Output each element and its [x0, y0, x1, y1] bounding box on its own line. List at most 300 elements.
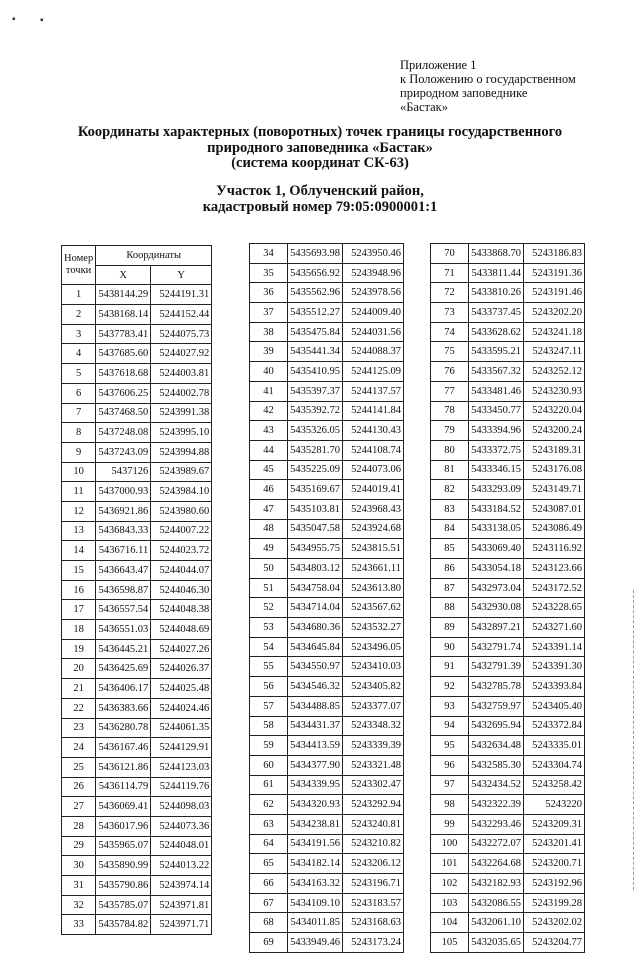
point-number: 58 [250, 716, 288, 736]
coord-y: 5243202.20 [524, 303, 585, 323]
appendix-note [400, 58, 576, 114]
point-number: 15 [62, 561, 96, 581]
coord-y: 5244044.07 [151, 561, 212, 581]
coord-y: 5243980.60 [151, 501, 212, 521]
coord-y: 5243209.31 [524, 814, 585, 834]
coord-y: 5243241.18 [524, 322, 585, 342]
coord-y: 5243186.83 [524, 244, 585, 264]
coord-x: 5435103.81 [288, 499, 343, 519]
point-number: 88 [431, 598, 469, 618]
point-number: 73 [431, 303, 469, 323]
table-row [431, 381, 585, 401]
coord-x: 5436121.86 [96, 757, 151, 777]
table-row [250, 460, 404, 480]
table-row [250, 401, 404, 421]
coord-y: 5244048.69 [151, 620, 212, 640]
point-number: 36 [250, 283, 288, 303]
coord-y: 5243176.08 [524, 460, 585, 480]
point-number: 92 [431, 677, 469, 697]
coord-x: 5438144.29 [96, 285, 151, 305]
coord-y: 5243201.41 [524, 834, 585, 854]
coord-x: 5435656.92 [288, 263, 343, 283]
coord-y: 5243172.52 [524, 578, 585, 598]
coord-x: 5433949.46 [288, 933, 343, 953]
coord-x: 5435441.34 [288, 342, 343, 362]
coord-y: 5243991.38 [151, 403, 212, 423]
coord-x: 5433810.26 [469, 283, 524, 303]
point-number: 11 [62, 482, 96, 502]
point-number: 69 [250, 933, 288, 953]
coord-x: 5435693.98 [288, 244, 343, 264]
coord-y: 5243339.39 [343, 736, 404, 756]
table-row [431, 303, 585, 323]
table-row [431, 559, 585, 579]
point-number: 99 [431, 814, 469, 834]
table-row [250, 244, 404, 264]
coord-x: 5432634.48 [469, 736, 524, 756]
coord-x: 5436843.33 [96, 521, 151, 541]
point-number: 7 [62, 403, 96, 423]
point-number: 47 [250, 499, 288, 519]
coord-y: 5243210.82 [343, 834, 404, 854]
coord-y: 5244108.74 [343, 440, 404, 460]
table-row [431, 775, 585, 795]
point-number: 31 [62, 876, 96, 896]
coord-y: 5243994.88 [151, 442, 212, 462]
point-number: 61 [250, 775, 288, 795]
coord-x: 5434714.04 [288, 598, 343, 618]
coord-y: 5243567.62 [343, 598, 404, 618]
point-number: 14 [62, 541, 96, 561]
point-number: 12 [62, 501, 96, 521]
coord-y: 5243532.27 [343, 618, 404, 638]
point-number: 93 [431, 696, 469, 716]
table-row [62, 620, 212, 640]
point-number: 18 [62, 620, 96, 640]
table-row [431, 933, 585, 953]
table-row [250, 795, 404, 815]
point-number: 26 [62, 777, 96, 797]
coord-y: 5244027.92 [151, 344, 212, 364]
table-row [62, 836, 212, 856]
coord-y: 5243661.11 [343, 559, 404, 579]
table-row [431, 716, 585, 736]
coord-y: 5243391.14 [524, 637, 585, 657]
coord-x: 5434680.36 [288, 618, 343, 638]
coord-y: 5244075.73 [151, 324, 212, 344]
coord-y: 5243377.07 [343, 696, 404, 716]
appendix-line-1: Приложение 1 [400, 58, 477, 72]
table-row [431, 421, 585, 441]
table-row [62, 482, 212, 502]
coord-x: 5435392.72 [288, 401, 343, 421]
coord-x: 5433868.70 [469, 244, 524, 264]
header-x: X [96, 265, 151, 285]
coord-x: 5436425.69 [96, 659, 151, 679]
table-row [250, 696, 404, 716]
table-row [250, 618, 404, 638]
coord-y: 5243989.67 [151, 462, 212, 482]
coord-x: 5435790.86 [96, 876, 151, 896]
point-number: 103 [431, 893, 469, 913]
point-number: 10 [62, 462, 96, 482]
point-number: 70 [431, 244, 469, 264]
coordinates-table-1 [61, 245, 212, 935]
coord-x: 5435397.37 [288, 381, 343, 401]
coord-x: 5437243.09 [96, 442, 151, 462]
coord-x: 5435784.82 [96, 915, 151, 935]
table-row [250, 657, 404, 677]
coord-y: 5244023.72 [151, 541, 212, 561]
table-row [431, 696, 585, 716]
point-number: 85 [431, 539, 469, 559]
coord-y: 5243304.74 [524, 755, 585, 775]
table-row [62, 777, 212, 797]
point-number: 64 [250, 834, 288, 854]
coord-y: 5244048.38 [151, 600, 212, 620]
point-number: 21 [62, 679, 96, 699]
coord-y: 5243258.42 [524, 775, 585, 795]
table-row [250, 519, 404, 539]
coord-x: 5433293.09 [469, 480, 524, 500]
coord-x: 5437000.93 [96, 482, 151, 502]
coord-y: 5243302.47 [343, 775, 404, 795]
point-number: 67 [250, 893, 288, 913]
coord-x: 5434758.04 [288, 578, 343, 598]
point-number: 77 [431, 381, 469, 401]
coord-y: 5243815.51 [343, 539, 404, 559]
coord-x: 5436280.78 [96, 718, 151, 738]
point-number: 100 [431, 834, 469, 854]
coord-x: 5434339.95 [288, 775, 343, 795]
scan-mark-left: ▪ [12, 14, 16, 25]
point-number: 74 [431, 322, 469, 342]
coord-x: 5434413.59 [288, 736, 343, 756]
coord-y: 5244073.06 [343, 460, 404, 480]
coord-y: 5243199.28 [524, 893, 585, 913]
section-subtitle [0, 184, 640, 215]
table-row [62, 403, 212, 423]
coord-y: 5243971.71 [151, 915, 212, 935]
table-row [431, 637, 585, 657]
coord-x: 5435785.07 [96, 895, 151, 915]
coord-x: 5434488.85 [288, 696, 343, 716]
coord-y: 5244007.22 [151, 521, 212, 541]
table-row [62, 718, 212, 738]
coord-x: 5435169.67 [288, 480, 343, 500]
coord-y: 5244129.91 [151, 738, 212, 758]
coord-y: 5244013.22 [151, 856, 212, 876]
point-number: 89 [431, 618, 469, 638]
point-number: 56 [250, 677, 288, 697]
coord-x: 5432791.74 [469, 637, 524, 657]
coord-y: 5244024.46 [151, 698, 212, 718]
table-row [62, 659, 212, 679]
coord-x: 5437468.50 [96, 403, 151, 423]
point-number: 95 [431, 736, 469, 756]
coord-y: 5243200.24 [524, 421, 585, 441]
coord-y: 5244137.57 [343, 381, 404, 401]
coord-x: 5433184.52 [469, 499, 524, 519]
coord-x: 5433372.75 [469, 440, 524, 460]
point-number: 49 [250, 539, 288, 559]
table-row [250, 322, 404, 342]
coord-y: 5244002.78 [151, 383, 212, 403]
table-row [250, 814, 404, 834]
table-row [250, 381, 404, 401]
table-row [62, 324, 212, 344]
table-row [431, 755, 585, 775]
point-number: 32 [62, 895, 96, 915]
point-number: 39 [250, 342, 288, 362]
table-row [431, 598, 585, 618]
point-number: 50 [250, 559, 288, 579]
coord-x: 5436921.86 [96, 501, 151, 521]
coord-x: 5432322.39 [469, 795, 524, 815]
coord-x: 5432434.52 [469, 775, 524, 795]
table-row [250, 263, 404, 283]
coord-y: 5243204.77 [524, 933, 585, 953]
coord-y: 5244046.30 [151, 580, 212, 600]
coord-x: 5432272.07 [469, 834, 524, 854]
coord-y: 5244031.56 [343, 322, 404, 342]
point-number: 37 [250, 303, 288, 323]
coord-x: 5432759.97 [469, 696, 524, 716]
header-y: Y [151, 265, 212, 285]
point-number: 57 [250, 696, 288, 716]
coord-y: 5243950.46 [343, 244, 404, 264]
table-row [431, 795, 585, 815]
table-row [431, 814, 585, 834]
point-number: 105 [431, 933, 469, 953]
coord-y: 5243405.40 [524, 696, 585, 716]
coord-y: 5244119.76 [151, 777, 212, 797]
title-line-1: Координаты характерных (поворотных) точек границы государственного [77, 124, 563, 140]
point-number: 17 [62, 600, 96, 620]
point-number: 23 [62, 718, 96, 738]
coord-y: 5244061.35 [151, 718, 212, 738]
scan-edge-line [633, 590, 635, 890]
title-line-2: природного заповедника «Бастак» [207, 139, 433, 156]
table-row [431, 854, 585, 874]
coord-x: 5437618.68 [96, 364, 151, 384]
coord-x: 5435410.95 [288, 362, 343, 382]
coord-x: 5432897.21 [469, 618, 524, 638]
coord-x: 5434011.85 [288, 913, 343, 933]
coord-x: 5432930.08 [469, 598, 524, 618]
point-number: 4 [62, 344, 96, 364]
table-row [62, 442, 212, 462]
table-row [431, 539, 585, 559]
coord-x: 5432061.10 [469, 913, 524, 933]
coord-x: 5432695.94 [469, 716, 524, 736]
table-row [431, 657, 585, 677]
table-row [62, 383, 212, 403]
point-number: 65 [250, 854, 288, 874]
coord-y: 5243613.80 [343, 578, 404, 598]
coord-y: 5243410.03 [343, 657, 404, 677]
point-number: 28 [62, 816, 96, 836]
table-row [431, 578, 585, 598]
coord-x: 5436383.66 [96, 698, 151, 718]
coord-x: 5435512.27 [288, 303, 343, 323]
table-row [250, 578, 404, 598]
point-number: 27 [62, 797, 96, 817]
coord-x: 5434377.90 [288, 755, 343, 775]
point-number: 101 [431, 854, 469, 874]
table-row [62, 521, 212, 541]
coord-x: 5436716.11 [96, 541, 151, 561]
point-number: 40 [250, 362, 288, 382]
coord-y: 5244073.36 [151, 816, 212, 836]
coord-y: 5244098.03 [151, 797, 212, 817]
coord-y: 5243240.81 [343, 814, 404, 834]
coord-x: 5434191.56 [288, 834, 343, 854]
table-row [62, 305, 212, 325]
table-row [62, 797, 212, 817]
subtitle-line-1: Участок 1, Облученский район, [216, 183, 424, 199]
coord-x: 5437606.25 [96, 383, 151, 403]
coord-x: 5436643.47 [96, 561, 151, 581]
point-number: 51 [250, 578, 288, 598]
table-row [62, 757, 212, 777]
coord-x: 5434550.97 [288, 657, 343, 677]
coord-x: 5436069.41 [96, 797, 151, 817]
coordinates-table-2 [249, 243, 404, 953]
point-number: 63 [250, 814, 288, 834]
coord-x: 5436598.87 [96, 580, 151, 600]
table-row [250, 913, 404, 933]
point-number: 76 [431, 362, 469, 382]
table-row [62, 895, 212, 915]
coord-y: 5243252.12 [524, 362, 585, 382]
point-number: 55 [250, 657, 288, 677]
coord-x: 5435562.96 [288, 283, 343, 303]
point-number: 59 [250, 736, 288, 756]
coord-x: 5434163.32 [288, 874, 343, 894]
table-row [250, 755, 404, 775]
coord-y: 5243191.46 [524, 283, 585, 303]
coord-y: 5244141.84 [343, 401, 404, 421]
table-3-body [431, 244, 585, 953]
point-number: 25 [62, 757, 96, 777]
table-row [431, 874, 585, 894]
point-number: 16 [62, 580, 96, 600]
point-number: 5 [62, 364, 96, 384]
table-row [431, 499, 585, 519]
point-number: 86 [431, 559, 469, 579]
coord-x: 5434320.93 [288, 795, 343, 815]
point-number: 75 [431, 342, 469, 362]
table-row [62, 856, 212, 876]
coord-y: 5244048.01 [151, 836, 212, 856]
table-row [250, 775, 404, 795]
table-row [431, 893, 585, 913]
table-row [431, 244, 585, 264]
coord-y: 5244152.44 [151, 305, 212, 325]
coord-x: 5433346.15 [469, 460, 524, 480]
point-number: 60 [250, 755, 288, 775]
coord-x: 5433054.18 [469, 559, 524, 579]
coordinates-table-3 [430, 243, 585, 953]
coord-x: 5438168.14 [96, 305, 151, 325]
table-row [250, 480, 404, 500]
coord-x: 5432086.55 [469, 893, 524, 913]
coord-y: 5243116.92 [524, 539, 585, 559]
coord-y: 5243971.81 [151, 895, 212, 915]
table-row [431, 677, 585, 697]
coord-y: 5243173.24 [343, 933, 404, 953]
coord-x: 5435326.05 [288, 421, 343, 441]
coord-y: 5243087.01 [524, 499, 585, 519]
coord-x: 5433811.44 [469, 263, 524, 283]
point-number: 102 [431, 874, 469, 894]
table-row [250, 834, 404, 854]
coord-y: 5243948.96 [343, 263, 404, 283]
coord-x: 5433737.45 [469, 303, 524, 323]
coord-y: 5243196.71 [343, 874, 404, 894]
table-row [431, 401, 585, 421]
header-coordinates: Координаты [96, 246, 212, 266]
coord-x: 5434546.32 [288, 677, 343, 697]
point-number: 62 [250, 795, 288, 815]
table-row [62, 876, 212, 896]
coord-y: 5244123.03 [151, 757, 212, 777]
point-number: 33 [62, 915, 96, 935]
coord-x: 5433628.62 [469, 322, 524, 342]
point-number: 72 [431, 283, 469, 303]
coord-y: 5244019.41 [343, 480, 404, 500]
coord-y: 5243149.71 [524, 480, 585, 500]
coord-y: 5244130.43 [343, 421, 404, 441]
coord-y: 5244088.37 [343, 342, 404, 362]
coord-x: 5432785.78 [469, 677, 524, 697]
subtitle-line-2: кадастровый номер 79:05:0900001:1 [202, 198, 438, 215]
table-2-body [250, 244, 404, 953]
point-number: 19 [62, 639, 96, 659]
table-row [62, 600, 212, 620]
table-row [62, 344, 212, 364]
point-number: 94 [431, 716, 469, 736]
table-row [250, 736, 404, 756]
header-point-no: Номер точки [62, 246, 96, 285]
point-number: 54 [250, 637, 288, 657]
coord-x: 5434955.75 [288, 539, 343, 559]
table-row [431, 736, 585, 756]
coord-x: 5433595.21 [469, 342, 524, 362]
table-row [250, 440, 404, 460]
coord-x: 5436114.79 [96, 777, 151, 797]
coord-y: 5243391.30 [524, 657, 585, 677]
table-row [431, 913, 585, 933]
coord-y: 5243168.63 [343, 913, 404, 933]
table-row [62, 816, 212, 836]
title-line-3: (система координат СК-63) [231, 155, 409, 171]
coord-x: 5434182.14 [288, 854, 343, 874]
table-row [431, 283, 585, 303]
table-row [250, 283, 404, 303]
table-row [431, 263, 585, 283]
coord-y: 5243206.12 [343, 854, 404, 874]
coord-x: 5434431.37 [288, 716, 343, 736]
coord-y: 5243372.84 [524, 716, 585, 736]
table-row [62, 639, 212, 659]
point-number: 48 [250, 519, 288, 539]
appendix-line-2: к Положению о государственном [400, 72, 576, 86]
coord-y: 5243984.10 [151, 482, 212, 502]
table-1-body [62, 285, 212, 935]
coord-y: 5244025.48 [151, 679, 212, 699]
